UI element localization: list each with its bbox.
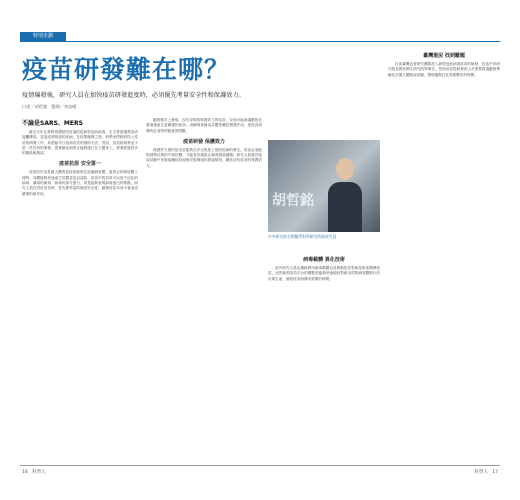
byline: 口述／胡哲銘 整理／李詩晴 [22,104,77,109]
column-2 [146,118,262,448]
paragraph: 保護效力指的是疫苗能夠在多大程度上預防疾病的發生。疫苗必須能夠誘發足夠的中和抗體，才能有效地阻止病毒感染細胞。研究人員會在臨床試驗中比較接種疫苗組與安慰劑組的感染情形，藉此評估疫苗的保護效力。 [146,147,262,168]
column-4 [388,48,500,448]
paragraph: 目前臺灣也有研究團隊投入新型冠狀病毒疫苗的研發，包括中央研究院及國家衛生研究院等單位。然而疫苗從研發到上市需要經過動物實驗及多期人體臨床試驗，整個過程往往需要數年的時間。 [388,62,500,77]
subtitle: 疫情爆發後，研究人員在加快疫苗研發進度時，必須優先考量安全性和保護效力。 [22,92,245,99]
paragraph: 此外研究人員也積極利用病毒載體以及核酸疫苗等新技術來開發疫苗。這些新型疫苗平台的優點是能夠快速地針對新出現的病原體進行設計與生產，縮短疫苗研發所需要的時間。 [268,266,380,281]
magazine-name: 科學人 [474,470,488,475]
photo-caption: 中央研究院生物醫學科學研究所助研究員 [268,234,337,239]
paragraph: 最近今年在我們周遭熱烈討論的是新型冠狀病毒，它主要透過飛沫或接觸傳染，並造成呼吸道的疾病。在疫情爆發之後，科學家們紛紛投入疫苗的研發工作，希望能早日找到有效的預防方法。然而，疫苗的研發並不是一件容易的事情，從實驗室到真正能夠施打在人體身上，需要經過許多的階段與測試。 [22,130,138,156]
footer-right [474,469,498,475]
section-heading: 疫苗研發 保護效力 [183,138,225,145]
page-title: 疫苗研發難在哪？ [22,55,231,84]
page-number: 16 [22,470,28,475]
portrait-photo [268,140,380,232]
footer-rule [20,465,500,466]
section-tag: 特別企劃 [20,32,66,41]
column-1 [22,118,138,448]
section-heading: 疫苗抗原 安全第一 [59,161,101,168]
paragraph: 動物模式上發現，沒有足夠的保護效力的疫苗，反而可能會讓動物在感染後產生更嚴重的症狀。這種現象稱為抗體依賴性增強作用，是疫苗研發時必須特別留意的問題。 [146,118,262,133]
lead-heading: 不論是SARS、MERS [22,120,83,127]
column-3 [268,252,380,448]
section-heading: 病毒載體 異化技術 [303,257,345,263]
magazine-name: 科學人 [32,470,46,475]
header-rule [20,41,500,42]
person-silhouette [328,158,362,232]
footer-left [22,469,46,475]
photo-name: 胡哲銘 [272,193,314,209]
section-heading: 臺灣現況 找到難題 [423,53,465,59]
paragraph: 疫苗的作用是讓人體的免疫系統預先認識病原體，當真正的病原體入侵時，身體能夠快速產生抗體並加以清除。疫苗中的抗原可以是不活化的病毒、減毒的病毒、病毒的部分蛋白，或是能夠表現病毒蛋白的核酸。研究人員在設計疫苗時，首先要考量的就是安全性，確保疫苗本身不會造成嚴重的副作用。 [22,170,138,196]
page-number: 17 [492,470,498,475]
